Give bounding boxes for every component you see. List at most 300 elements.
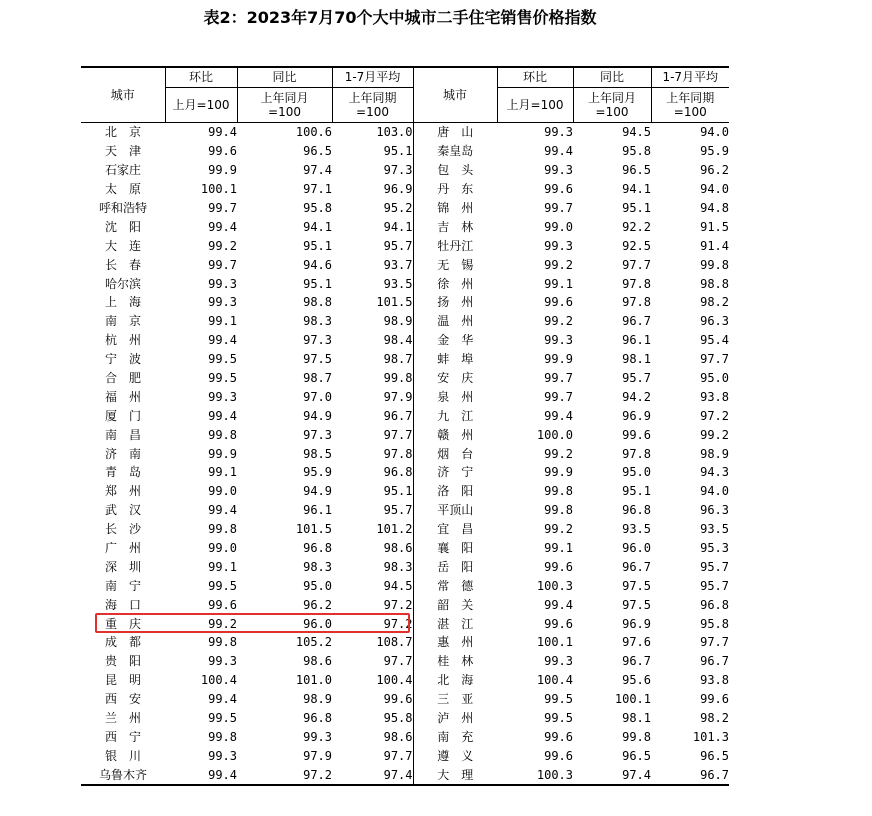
city-cell-right: 唐 山	[437, 125, 474, 140]
yoy-cell-right: 95.7	[622, 371, 651, 386]
ytd-cell-left: 100.4	[332, 671, 413, 690]
city-cell-right: 北 海	[437, 673, 474, 688]
ytd-cell-left: 93.5	[332, 274, 413, 293]
city-cell-left: 成 都	[104, 635, 141, 650]
city-cell-left: 南 京	[104, 314, 141, 329]
mom-cell-left: 99.4	[208, 125, 237, 140]
city-cell-right: 温 州	[437, 314, 474, 329]
yoy-cell-right: 95.6	[622, 673, 651, 688]
yoy-cell-left: 95.1	[303, 238, 332, 253]
ytd-cell-left: 97.2	[332, 595, 413, 614]
table-row	[81, 633, 729, 652]
ytd-cell-left: 97.7	[332, 652, 413, 671]
city-cell-right: 大 理	[413, 765, 497, 785]
table-row	[81, 161, 729, 180]
city-cell-left: 长 沙	[104, 522, 141, 537]
yoy-cell-right: 95.8	[622, 144, 651, 159]
yoy-cell-right: 97.8	[622, 295, 651, 310]
table-row	[81, 501, 729, 520]
header-ytd-base-line2: =100	[673, 105, 707, 119]
yoy-cell-left: 98.5	[303, 446, 332, 461]
city-cell-right: 三 亚	[437, 692, 474, 707]
table-row	[81, 709, 729, 728]
yoy-cell-left: 99.3	[303, 729, 332, 744]
yoy-cell-right: 94.1	[622, 182, 651, 197]
city-cell-right: 湛 江	[437, 616, 474, 631]
city-cell-left: 福 州	[104, 389, 141, 404]
ytd-cell-left: 97.7	[332, 425, 413, 444]
mom-cell-left: 99.4	[208, 503, 237, 518]
ytd-cell-left: 97.7	[332, 746, 413, 765]
yoy-cell-left: 97.2	[237, 765, 332, 785]
ytd-cell-left: 97.3	[332, 161, 413, 180]
mom-cell-left: 99.5	[208, 371, 237, 386]
table-row	[81, 293, 729, 312]
ytd-cell-right: 96.5	[700, 748, 729, 763]
city-cell-right: 襄 阳	[437, 541, 474, 556]
yoy-cell-left: 94.6	[303, 257, 332, 272]
yoy-cell-right: 95.1	[622, 201, 651, 215]
city-cell-left: 宁 波	[104, 352, 141, 367]
ytd-cell-left: 95.7	[332, 501, 413, 520]
header-mom-left: 环比	[165, 67, 237, 88]
ytd-cell-right: 94.3	[700, 465, 729, 480]
city-cell-right: 宜 昌	[437, 522, 474, 537]
ytd-cell-left: 99.6	[332, 690, 413, 709]
ytd-cell-right: 98.2	[700, 295, 729, 310]
table-row	[81, 652, 729, 671]
city-cell-right: 包 头	[437, 163, 474, 178]
yoy-cell-right: 97.6	[622, 635, 651, 650]
yoy-cell-left: 95.1	[303, 276, 332, 291]
city-cell-left: 西 安	[104, 692, 141, 707]
ytd-cell-left: 95.1	[332, 142, 413, 161]
yoy-cell-left: 95.9	[303, 465, 332, 480]
city-cell-right: 韶 关	[437, 597, 474, 612]
table-row	[81, 350, 729, 369]
ytd-cell-right: 93.8	[700, 673, 729, 688]
yoy-cell-right: 96.5	[622, 163, 651, 178]
header-yoy-base-line2: =100	[268, 105, 301, 119]
ytd-cell-right: 94.0	[700, 484, 729, 499]
mom-cell-right: 99.6	[544, 616, 573, 631]
ytd-cell-left: 97.4	[332, 765, 413, 785]
table-row	[81, 255, 729, 274]
city-cell-right: 丹 东	[437, 182, 474, 197]
city-cell-left: 武 汉	[104, 503, 141, 518]
table-row	[81, 444, 729, 463]
mom-cell-left: 99.2	[208, 616, 237, 631]
table-row	[81, 406, 729, 425]
mom-cell-right: 99.7	[544, 371, 573, 386]
mom-cell-left: 99.6	[208, 597, 237, 612]
table-row	[81, 595, 729, 614]
city-cell-left: 昆 明	[104, 673, 141, 688]
table-row	[81, 123, 729, 142]
mom-cell-right: 99.4	[544, 408, 573, 423]
city-cell-left: 天 津	[104, 144, 141, 159]
header-yoy-base-line1: 上年同月	[260, 91, 309, 105]
ytd-cell-right: 91.5	[700, 219, 729, 234]
mom-cell-right: 99.4	[544, 597, 573, 612]
yoy-cell-right: 92.5	[622, 238, 651, 253]
table-row	[81, 576, 729, 595]
yoy-cell-left: 96.8	[303, 711, 332, 726]
ytd-cell-right: 99.2	[700, 427, 729, 442]
header-ytd-base-line1: 上年同期	[666, 91, 715, 105]
mom-cell-right: 100.4	[536, 673, 573, 688]
mom-cell-right: 99.1	[544, 541, 573, 556]
yoy-cell-right: 95.0	[622, 465, 651, 480]
ytd-cell-right: 94.8	[700, 201, 729, 215]
ytd-cell-right: 98.9	[700, 446, 729, 461]
ytd-cell-right: 101.3	[692, 729, 729, 744]
mom-cell-left: 99.0	[208, 541, 237, 556]
city-cell-left: 乌鲁木齐	[81, 765, 165, 785]
yoy-cell-right: 97.5	[622, 578, 651, 593]
ytd-cell-left: 98.9	[332, 312, 413, 331]
mom-cell-left: 99.5	[208, 578, 237, 593]
table-row	[81, 369, 729, 388]
city-cell-left: 北 京	[104, 125, 141, 140]
table-row	[81, 180, 729, 199]
city-cell-right: 锦 州	[437, 201, 474, 215]
ytd-cell-left: 95.7	[332, 236, 413, 255]
city-cell-right: 安 庆	[437, 371, 474, 386]
yoy-cell-left: 97.5	[303, 352, 332, 367]
mom-cell-left: 99.4	[208, 333, 237, 348]
table-row	[81, 520, 729, 539]
header-ytd-left: 1-7月平均	[332, 67, 413, 88]
city-cell-left: 大 连	[104, 238, 141, 253]
city-cell-right: 烟 台	[437, 446, 474, 461]
mom-cell-right: 99.2	[544, 446, 573, 461]
table-row	[81, 539, 729, 558]
ytd-cell-right: 95.9	[700, 144, 729, 159]
table-row	[81, 425, 729, 444]
ytd-cell-right: 98.8	[700, 276, 729, 291]
yoy-cell-right: 97.8	[622, 446, 651, 461]
mom-cell-right: 99.6	[544, 729, 573, 744]
ytd-cell-left: 103.0	[332, 123, 413, 142]
header-yoy-left: 同比	[237, 67, 332, 88]
mom-cell-right: 99.3	[544, 238, 573, 253]
yoy-cell-right: 96.5	[622, 748, 651, 763]
ytd-cell-left: 98.4	[332, 331, 413, 350]
city-cell-right: 桂 林	[437, 654, 474, 669]
ytd-cell-right: 96.7	[700, 654, 729, 669]
header-yoy-base-right	[573, 88, 651, 123]
mom-cell-left: 99.3	[208, 389, 237, 404]
table-row	[81, 331, 729, 350]
city-cell-left: 哈尔滨	[104, 276, 141, 291]
yoy-cell-right: 99.8	[622, 729, 651, 744]
ytd-cell-right: 99.6	[700, 692, 729, 707]
city-cell-left: 长 春	[104, 257, 141, 272]
table-row	[81, 482, 729, 501]
city-cell-left: 南 宁	[104, 578, 141, 593]
mom-cell-right: 99.8	[544, 503, 573, 518]
mom-cell-right: 99.2	[544, 257, 573, 272]
mom-cell-right: 99.3	[544, 333, 573, 348]
mom-cell-right: 99.8	[544, 484, 573, 499]
city-cell-left: 重 庆	[104, 616, 141, 631]
city-cell-right: 赣 州	[437, 427, 474, 442]
city-cell-left: 郑 州	[104, 484, 141, 499]
ytd-cell-left: 96.7	[332, 406, 413, 425]
ytd-cell-right: 95.4	[700, 333, 729, 348]
mom-cell-left: 99.8	[208, 635, 237, 650]
mom-cell-left: 99.0	[208, 484, 237, 499]
ytd-cell-right: 95.8	[700, 616, 729, 631]
header-ytd-base-line1: 上年同期	[348, 91, 397, 105]
table-body	[81, 123, 729, 786]
header-city-right: 城市	[413, 67, 497, 123]
header-ytd-base-right	[651, 88, 729, 123]
mom-cell-left: 99.1	[208, 314, 237, 329]
ytd-cell-left: 94.1	[332, 217, 413, 236]
ytd-cell-left: 96.9	[332, 180, 413, 199]
mom-cell-left: 99.5	[208, 711, 237, 726]
city-cell-right: 遵 义	[437, 748, 474, 763]
table-row	[81, 765, 729, 785]
mom-cell-right: 99.9	[544, 465, 573, 480]
ytd-cell-left: 95.8	[332, 709, 413, 728]
ytd-cell-left: 96.8	[332, 463, 413, 482]
city-cell-right: 秦皇岛	[437, 144, 474, 159]
yoy-cell-left: 94.9	[303, 484, 332, 499]
ytd-cell-right: 94.0	[700, 182, 729, 197]
city-cell-left: 太 原	[104, 182, 141, 197]
ytd-cell-right: 96.3	[700, 503, 729, 518]
ytd-cell-left: 98.3	[332, 557, 413, 576]
header-ytd-base-left	[332, 88, 413, 123]
ytd-cell-right: 98.2	[700, 711, 729, 726]
table-row	[81, 236, 729, 255]
mom-cell-left: 99.3	[208, 654, 237, 669]
mom-cell-left: 99.7	[208, 257, 237, 272]
city-cell-left: 深 圳	[104, 559, 141, 574]
yoy-cell-right: 97.4	[573, 765, 651, 785]
yoy-cell-left: 94.1	[303, 219, 332, 234]
ytd-cell-left: 108.7	[332, 633, 413, 652]
city-cell-left: 海 口	[104, 597, 141, 612]
mom-cell-right: 99.6	[544, 182, 573, 197]
header-ytd-base-line2: =100	[356, 105, 389, 119]
header-mom-right: 环比	[497, 67, 573, 88]
city-cell-right: 金 华	[437, 333, 474, 348]
yoy-cell-right: 93.5	[622, 522, 651, 537]
yoy-cell-right: 97.5	[622, 597, 651, 612]
ytd-cell-right: 91.4	[700, 238, 729, 253]
ytd-cell-left: 97.2	[332, 614, 413, 633]
mom-cell-left: 99.3	[208, 276, 237, 291]
mom-cell-left: 100.4	[200, 673, 237, 688]
city-cell-right: 南 充	[437, 729, 474, 744]
ytd-cell-left: 95.1	[332, 482, 413, 501]
city-cell-right: 泸 州	[437, 711, 474, 726]
mom-cell-left: 99.8	[208, 427, 237, 442]
mom-cell-right: 99.6	[544, 559, 573, 574]
yoy-cell-left: 96.1	[303, 503, 332, 518]
yoy-cell-left: 97.3	[303, 333, 332, 348]
ytd-cell-right: 93.8	[700, 389, 729, 404]
mom-cell-right: 99.4	[544, 144, 573, 159]
mom-cell-right: 100.0	[536, 427, 573, 442]
city-cell-left: 广 州	[104, 541, 141, 556]
yoy-cell-left: 105.2	[295, 635, 332, 650]
ytd-cell-left: 95.2	[332, 199, 413, 218]
city-cell-left: 合 肥	[104, 371, 141, 386]
yoy-cell-right: 95.1	[622, 484, 651, 499]
table-row	[81, 199, 729, 218]
yoy-cell-right: 98.1	[622, 352, 651, 367]
yoy-cell-left: 97.4	[303, 163, 332, 178]
city-cell-left: 青 岛	[104, 465, 141, 480]
yoy-cell-right: 94.2	[622, 389, 651, 404]
mom-cell-right: 99.2	[544, 522, 573, 537]
ytd-cell-right: 94.0	[700, 125, 729, 140]
price-index-table	[81, 66, 729, 786]
yoy-cell-left: 94.9	[303, 408, 332, 423]
yoy-cell-left: 98.3	[303, 559, 332, 574]
mom-cell-right: 99.7	[544, 201, 573, 215]
mom-cell-right: 99.2	[544, 314, 573, 329]
city-cell-right: 九 江	[437, 408, 474, 423]
ytd-cell-left: 94.5	[332, 576, 413, 595]
mom-cell-right: 99.5	[544, 711, 573, 726]
yoy-cell-left: 96.8	[303, 541, 332, 556]
mom-cell-right: 99.3	[544, 125, 573, 140]
city-cell-right: 洛 阳	[437, 484, 474, 499]
ytd-cell-right: 95.7	[700, 559, 729, 574]
yoy-cell-left: 95.0	[303, 578, 332, 593]
yoy-cell-right: 100.1	[614, 692, 651, 707]
yoy-cell-left: 97.9	[303, 748, 332, 763]
mom-cell-right: 99.5	[544, 692, 573, 707]
table-title: 表2：2023年7月70个大中城市二手住宅销售价格指数	[203, 8, 597, 27]
yoy-cell-right: 96.1	[622, 333, 651, 348]
mom-cell-right: 99.7	[544, 389, 573, 404]
mom-cell-left: 99.4	[165, 765, 237, 785]
city-cell-left: 济 南	[104, 446, 141, 461]
mom-cell-left: 99.1	[208, 465, 237, 480]
ytd-cell-left: 101.2	[332, 520, 413, 539]
yoy-cell-right: 96.7	[622, 654, 651, 669]
table-row	[81, 728, 729, 747]
table-row	[81, 217, 729, 236]
city-cell-right: 平顶山	[437, 503, 474, 518]
yoy-cell-left: 97.0	[303, 389, 332, 404]
header-yoy-right: 同比	[573, 67, 651, 88]
yoy-cell-left: 98.3	[303, 314, 332, 329]
ytd-cell-right: 96.3	[700, 314, 729, 329]
city-cell-left: 贵 阳	[104, 654, 141, 669]
city-cell-right: 吉 林	[437, 219, 474, 234]
mom-cell-right: 99.3	[544, 163, 573, 178]
ytd-cell-right: 93.5	[700, 522, 729, 537]
yoy-cell-left: 98.8	[303, 295, 332, 310]
city-cell-right: 扬 州	[437, 295, 474, 310]
mom-cell-left: 99.3	[208, 295, 237, 310]
ytd-cell-right: 97.2	[700, 408, 729, 423]
ytd-cell-right: 95.7	[700, 578, 729, 593]
city-cell-left: 杭 州	[104, 333, 141, 348]
header-mom-base-left: 上月=100	[165, 88, 237, 123]
ytd-cell-left: 97.8	[332, 444, 413, 463]
mom-cell-left: 99.3	[208, 748, 237, 763]
ytd-cell-right: 97.7	[700, 635, 729, 650]
city-cell-right: 济 宁	[437, 465, 474, 480]
table-row	[81, 387, 729, 406]
mom-cell-left: 100.1	[200, 182, 237, 197]
ytd-cell-left: 97.9	[332, 387, 413, 406]
yoy-cell-right: 96.7	[622, 559, 651, 574]
table-row	[81, 746, 729, 765]
mom-cell-right: 99.1	[544, 276, 573, 291]
mom-cell-left: 99.9	[208, 163, 237, 178]
ytd-cell-right: 96.2	[700, 163, 729, 178]
yoy-cell-left: 100.6	[295, 125, 332, 140]
header-yoy-base-left	[237, 88, 332, 123]
table-row	[81, 463, 729, 482]
header-yoy-base-line1: 上年同月	[587, 91, 636, 105]
mom-cell-left: 99.6	[208, 144, 237, 159]
city-cell-right: 岳 阳	[437, 559, 474, 574]
table-row	[81, 614, 729, 633]
city-cell-left: 兰 州	[104, 711, 141, 726]
ytd-cell-left: 98.6	[332, 728, 413, 747]
mom-cell-left: 99.5	[208, 352, 237, 367]
header-city-left: 城市	[81, 67, 165, 123]
ytd-cell-right: 96.8	[700, 597, 729, 612]
yoy-cell-left: 97.3	[303, 427, 332, 442]
ytd-cell-left: 98.7	[332, 350, 413, 369]
city-cell-left: 沈 阳	[104, 219, 141, 234]
ytd-cell-right: 99.8	[700, 257, 729, 272]
table-row	[81, 142, 729, 161]
yoy-cell-left: 95.8	[303, 201, 332, 215]
mom-cell-left: 99.8	[208, 522, 237, 537]
ytd-cell-left: 98.6	[332, 539, 413, 558]
city-cell-right: 惠 州	[437, 635, 474, 650]
header-mom-base-right: 上月=100	[497, 88, 573, 123]
city-cell-right: 常 德	[437, 578, 474, 593]
mom-cell-right: 99.3	[544, 654, 573, 669]
mom-cell-right: 99.0	[544, 219, 573, 234]
ytd-cell-right: 95.3	[700, 541, 729, 556]
yoy-cell-right: 96.0	[622, 541, 651, 556]
city-cell-left: 银 川	[104, 748, 141, 763]
table-row	[81, 274, 729, 293]
yoy-cell-left: 96.2	[303, 597, 332, 612]
mom-cell-right: 100.1	[536, 635, 573, 650]
mom-cell-left: 99.8	[208, 729, 237, 744]
header-yoy-base-line2: =100	[595, 105, 629, 119]
ytd-cell-right: 96.7	[651, 765, 729, 785]
table-row	[81, 312, 729, 331]
mom-cell-right: 99.6	[544, 748, 573, 763]
mom-cell-right: 100.3	[497, 765, 573, 785]
city-cell-left: 西 宁	[104, 729, 141, 744]
city-cell-left: 南 昌	[104, 427, 141, 442]
mom-cell-right: 99.6	[544, 295, 573, 310]
city-cell-left: 厦 门	[104, 408, 141, 423]
yoy-cell-left: 96.5	[303, 144, 332, 159]
city-cell-right: 牡丹江	[437, 238, 474, 253]
header-ytd-right: 1-7月平均	[651, 67, 729, 88]
yoy-cell-right: 96.7	[622, 314, 651, 329]
